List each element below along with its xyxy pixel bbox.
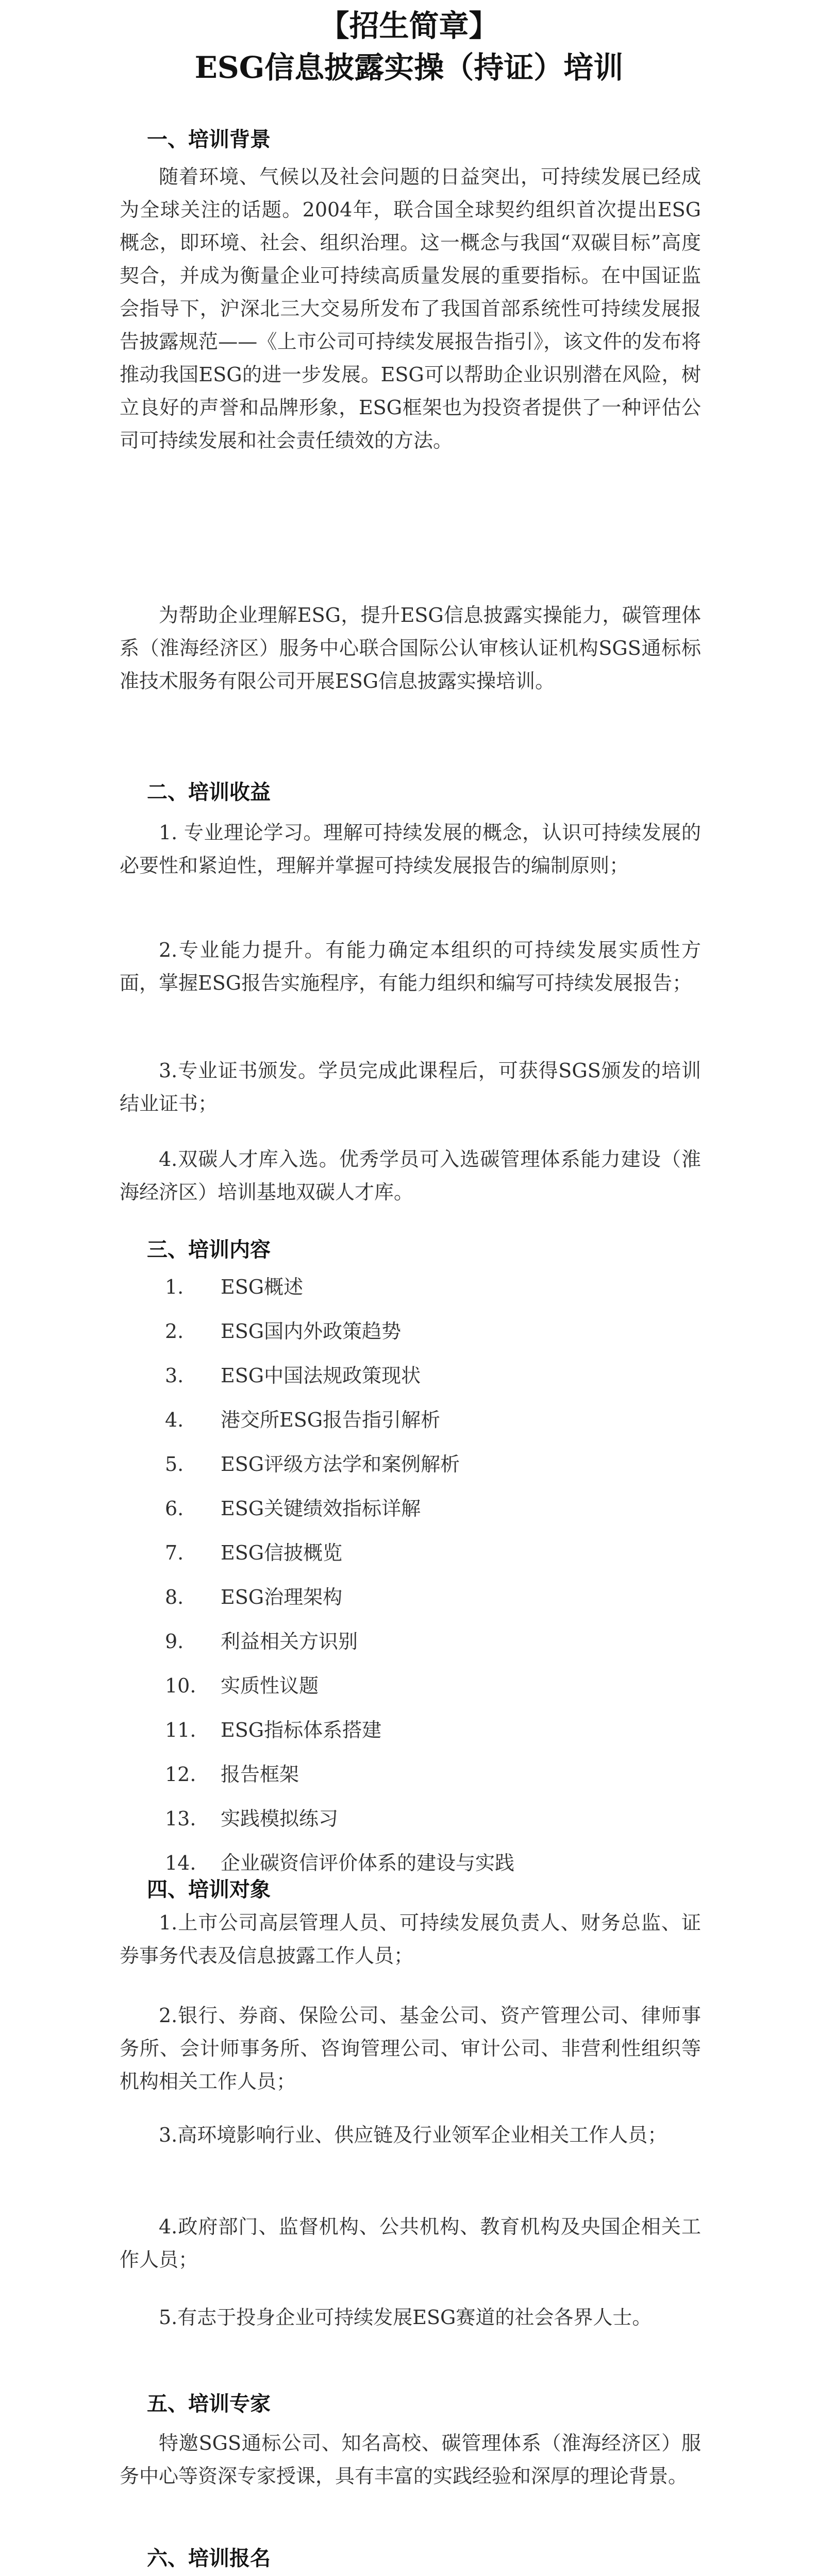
brochure-title: ESG信息披露实操（持证）培训 — [194, 50, 624, 85]
benefit-item: 4.双碳人才库入选。优秀学员可入选碳管理体系能力建设（淮海经济区）培训基地双碳人才库。 — [120, 1148, 701, 1204]
audience-item: 2.银行、券商、保险公司、基金公司、资产管理公司、律师事务所、会计师事务所、咨询管理公司、审计公司、非营利性组织等机构相关工作人员； — [120, 2004, 701, 2093]
benefit-item: 2.专业能力提升。有能力确定本组织的可持续发展实质性方面，掌握ESG报告实施程序，有能力组织和编写可持续发展报告； — [120, 939, 701, 994]
section-heading-background: 一、培训背景 — [147, 127, 271, 151]
course-item: 14. 企业碳资信评价体系的建设与实践 — [165, 1852, 515, 1874]
course-item: 12. 报告框架 — [165, 1763, 299, 1786]
benefit-item: 3.专业证书颁发。学员完成此课程后，可获得SGS颁发的培训结业证书； — [120, 1059, 701, 1115]
audience-item: 5.有志于投身企业可持续发展ESG赛道的社会各界人士。 — [159, 2306, 652, 2329]
course-item: 6. ESG关键绩效指标详解 — [165, 1497, 421, 1520]
section-heading-audience: 四、培训对象 — [147, 1877, 271, 1902]
experts-paragraph: 特邀SGS通标公司、知名高校、碳管理体系（淮海经济区）服务中心等资深专家授课，具有丰富的实践经验和深厚的理论背景。 — [120, 2432, 701, 2487]
benefit-item: 1. 专业理论学习。理解可持续发展的概念，认识可持续发展的必要性和紧迫性，理解并掌握可持续发展报告的编制原则； — [120, 821, 701, 877]
background-paragraph-2: 为帮助企业理解ESG，提升ESG信息披露实操能力，碳管理体系（淮海经济区）服务中心联合国际公认审核认证机构SGS通标标准技术服务有限公司开展ESG信息披露实操培训。 — [120, 604, 701, 692]
course-item: 4. 港交所ESG报告指引解析 — [165, 1409, 441, 1431]
audience-item: 3.高环境影响行业、供应链及行业领军企业相关工作人员； — [159, 2124, 667, 2146]
course-item: 2. ESG国内外政策趋势 — [165, 1320, 402, 1343]
section-heading-content: 三、培训内容 — [147, 1238, 271, 1262]
course-item: 7. ESG信披概览 — [165, 1541, 343, 1564]
section-heading-registration: 六、培训报名 — [147, 2546, 271, 2570]
course-item: 8. ESG治理架构 — [165, 1586, 343, 1608]
course-item: 10. 实质性议题 — [165, 1674, 319, 1697]
course-item: 9. 利益相关方识别 — [165, 1630, 358, 1653]
course-item: 1. ESG概述 — [165, 1276, 304, 1298]
background-paragraph-1: 随着环境、气候以及社会问题的日益突出，可持续发展已经成为全球关注的话题。2004年，联合国全球契约组织首次提出ESG概念，即环境、社会、组织治理。这一概念与我国“双碳目标”高度契合，并成为衡量企业可持续高质量发展的重要指标。在中国证监会指导下，沪深北三大交易所发布了我国首部系统性可持续发展报告披露规范——《上市公司可持续发展报告指引》，该文件的发布将推动我国ESG的进一步发展。ESG可以帮助企业识别潜在风险，树立良好的声誉和品牌形象，ESG框架也为投资者提供了一种评估公司可持续发展和社会责任绩效的方法。 — [120, 165, 701, 452]
brochure-tag: 【招生简章】 — [319, 8, 499, 43]
section-heading-experts: 五、培训专家 — [147, 2392, 271, 2416]
section-heading-benefits: 二、培训收益 — [147, 780, 271, 804]
audience-item: 4.政府部门、监督机构、公共机构、教育机构及央国企相关工作人员； — [120, 2215, 701, 2271]
course-item: 13. 实践模拟练习 — [165, 1807, 339, 1830]
audience-item: 1.上市公司高层管理人员、可持续发展负责人、财务总监、证券事务代表及信息披露工作人员； — [120, 1911, 701, 1967]
course-item: 5. ESG评级方法学和案例解析 — [165, 1453, 460, 1476]
course-item: 11. ESG指标体系搭建 — [165, 1719, 382, 1741]
course-item: 3. ESG中国法规政策现状 — [165, 1364, 421, 1387]
